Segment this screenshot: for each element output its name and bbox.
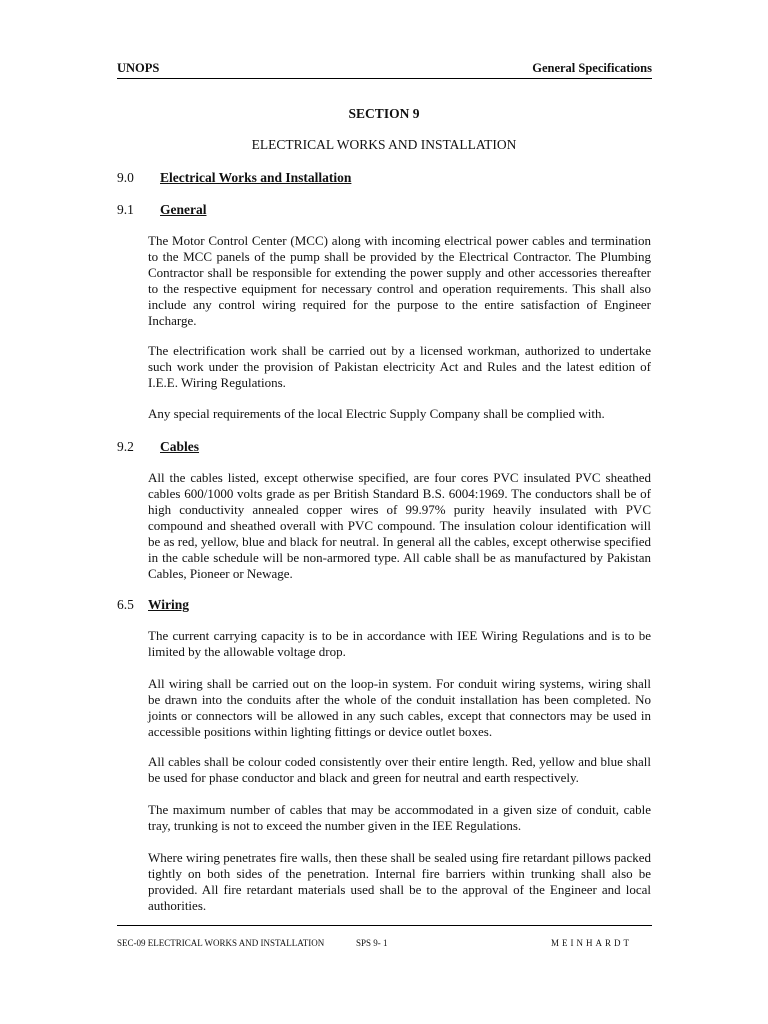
- paragraph: The maximum number of cables that may be accommodated in a given size of conduit, cable tray, trunking is not to exceed the number given in the IEE Regulations.: [148, 802, 651, 833]
- footer-divider: [117, 925, 652, 926]
- paragraph: The electrification work shall be carried out by a licensed workman, authorized to undertake such work under the provision of Pakistan electricity Act and Rules and the latest edition of I.E.E. Wiring Regulations.: [148, 343, 651, 390]
- paragraph: Any special requirements of the local Electric Supply Company shall be complied with.: [148, 406, 605, 421]
- footer-section-ref: SEC-09 ELECTRICAL WORKS AND INSTALLATION: [117, 938, 325, 948]
- section-number-9-1: 9.1: [117, 202, 134, 217]
- section-number-9-0: 9.0: [117, 170, 134, 185]
- paragraph: All the cables listed, except otherwise specified, are four cores PVC insulated PVC sheathed cables 600/1000 volts grade as per British Standard B.S. 6004:1969. The conductors shall be of high conductivity annealed copper wires of 99.97% purity heavily insulated with PVC compound and sheathed overall with PVC compound. The insulation colour identification will be as red, yellow, blue and black for neutral. In general all the cables, except otherwise specified in the cable schedule will be non-armored type. All cable shall be as manufactured by Pakistan Cables, Pioneer or Newage.: [148, 470, 651, 581]
- section-heading-9-0: Electrical Works and Installation: [160, 170, 352, 185]
- paragraph: The Motor Control Center (MCC) along with incoming electrical power cables and termination to the MCC panels of the pump shall be provided by the Electrical Contractor. The Plumbing Contractor shall be responsible for extending the power supply and other accessories thereafter to the respective equipment for necessary control and operation requirements. This shall also include any control wiring required for the purpose to the entire satisfaction of Engineer Incharge.: [148, 233, 651, 328]
- header-doc-type: General Specifications: [532, 61, 652, 75]
- page-header: [117, 60, 652, 79]
- section-heading-6-5: Wiring: [148, 597, 190, 612]
- paragraph: Where wiring penetrates fire walls, then these shall be sealed using fire retardant pillows packed tightly on both sides of the penetration. Internal fire barriers within trunking shall also be provided. All fire retardant materials used shall be to the approval of the Engineer and local authorities.: [148, 850, 651, 913]
- paragraph: All cables shall be colour coded consistently over their entire length. Red, yellow and blue shall be used for phase conductor and black and green for neutral and earth respectively.: [148, 754, 651, 785]
- paragraph: The current carrying capacity is to be in accordance with IEE Wiring Regulations and is to be limited by the allowable voltage drop.: [148, 628, 651, 659]
- section-number-6-5: 6.5: [117, 597, 134, 612]
- header-org: UNOPS: [117, 61, 160, 75]
- section-number-9-2: 9.2: [117, 439, 134, 454]
- section-heading-9-1: General: [160, 202, 207, 217]
- footer-page-number: SPS 9- 1: [356, 938, 388, 948]
- section-label: SECTION 9: [348, 106, 420, 121]
- paragraph: All wiring shall be carried out on the loop-in system. For conduit wiring systems, wiring shall be drawn into the conduits after the whole of the conduit installation has been completed. No joints or connectors will be allowed in any such cables, except that connectors may be used in accessible positions within lighting fittings or device outlet boxes.: [148, 676, 651, 739]
- section-title: ELECTRICAL WORKS AND INSTALLATION: [251, 137, 517, 152]
- section-heading-9-2: Cables: [160, 439, 200, 454]
- footer-company: MEINHARDT: [551, 938, 632, 948]
